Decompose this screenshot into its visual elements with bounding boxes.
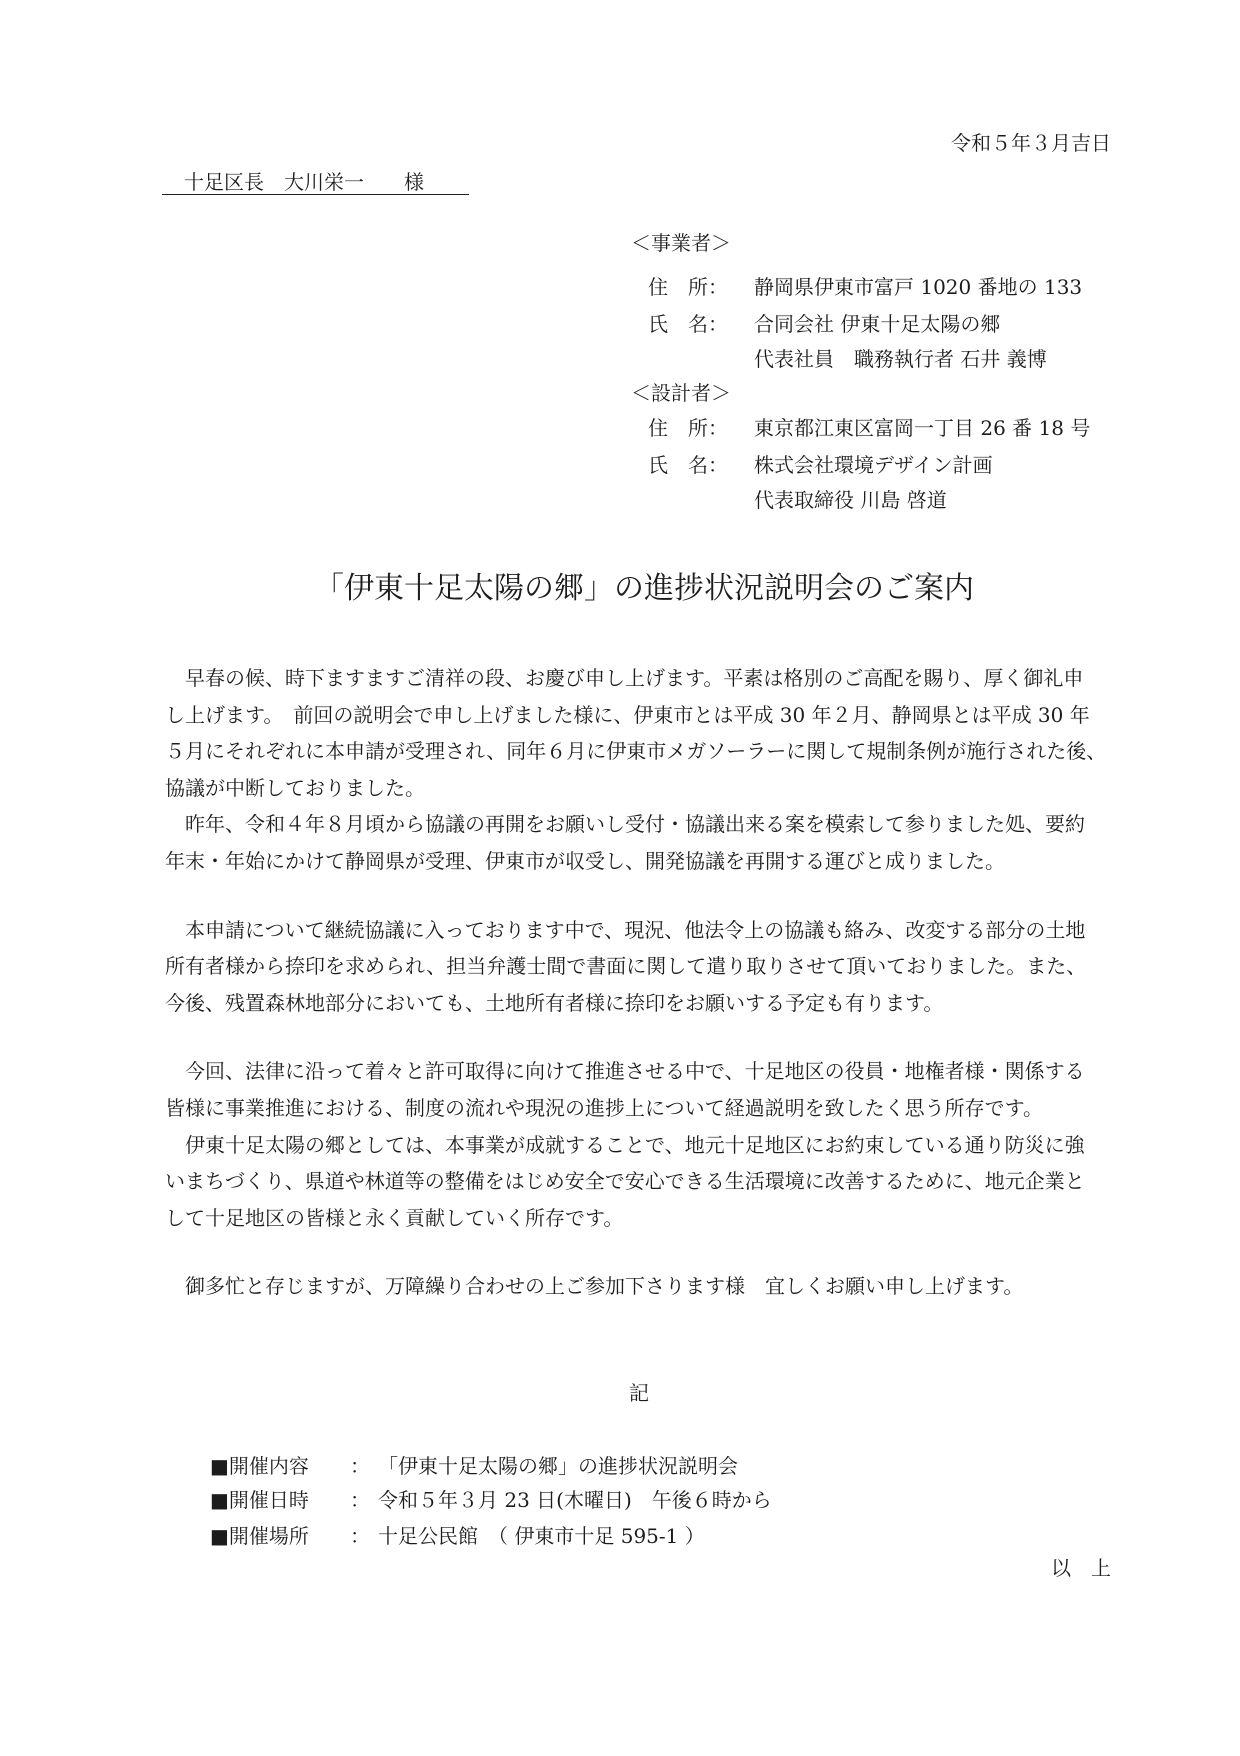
designer-heading: ＜設計者＞ [631, 381, 731, 405]
addressee: 十足区長 大川栄一 様 [162, 170, 469, 195]
body-line: 皆様に事業推進における、制度の流れや現況の進捗上について経過説明を致したく思う所存です。 [165, 1095, 1043, 1120]
body-line: 年末・年始にかけて静岡県が受理、伊東市が収受し、開発協議を再開する運びと成りました。 [165, 848, 1005, 873]
body-line: いまちづくり、県道や林道等の整備をはじめ安全で安心できる生活環境に改善するために、地元企業と [165, 1169, 1085, 1194]
body-line: 早春の候、時下ますますご清祥の段、お慶び申し上げます。平素は格別のご高配を賜り、厚く御礼申 [185, 666, 1084, 690]
designer-representative: 代表取締役 川島 啓道 [754, 488, 947, 512]
business-address: 静岡県伊東市富戸 1020 番地の 133 [754, 275, 1083, 299]
body-line: ５月にそれぞれに本申請が受理され、同年６月に伊東市メガソーラーに関して規制条例が施行された後、 [165, 739, 1107, 764]
body-line: 所有者様から捺印を求められ、担当弁護士間で書面に関して遣り取りさせて頂いておりました。また、 [165, 954, 1087, 979]
document-title: 「伊東十足太陽の郷」の進捗状況説明会のご案内 [314, 571, 974, 606]
detail-separator: ： [350, 1454, 370, 1478]
document-body [165, 660, 1111, 1305]
document-date: 令和５年３月吉日 [951, 131, 1111, 155]
body-line: 今回、法律に沿って着々と許可取得に向けて推進させる中で、十足地区の役員・地権者様・関係する [185, 1059, 1085, 1084]
designer-company: 株式会社環境デザイン計画 [754, 453, 993, 477]
body-line: 本申請について継続協議に入っております中で、現況、他法令上の協議も絡み、改変する部分の土地 [185, 917, 1086, 942]
body-line: し上げます。 前回の説明会で申し上げました様に、伊東市とは平成 30 年２月、静岡県とは平成 30 年 [165, 702, 1090, 727]
body-line: 伊東十足太陽の郷としては、本事業が成就することで、地元十足地区にお約束している通り防災に強 [185, 1132, 1085, 1157]
body-paragraph [165, 1268, 1111, 1305]
business-name-label: 氏 名： [648, 312, 728, 336]
body-line: 昨年、令和４年８月頃から協議の再開をお願いし受付・協議出来る案を模索して参りました処、要約 [185, 812, 1085, 837]
business-address-label: 住 所： [648, 275, 728, 299]
body-line: して十足地区の皆様と永く貢献していく所存です。 [165, 1205, 624, 1230]
detail-value-venue: 十足公民館 （ 伊東市十足 595-1 ） [378, 1524, 705, 1548]
body-paragraph [165, 912, 1111, 1022]
designer-address-label: 住 所： [648, 416, 728, 440]
detail-separator: ： [350, 1524, 370, 1548]
body-line: 御多忙と存じますが、万障繰り合わせの上ご参加下さります様 宜しくお願い申し上げます。 [185, 1274, 1024, 1299]
body-line: 今後、残置森林地部分においても、土地所有者様に捺印をお願いする予定も有ります。 [165, 990, 944, 1015]
detail-label-venue: ■開催場所 [210, 1524, 309, 1548]
detail-label-datetime: ■開催日時 [210, 1488, 309, 1512]
detail-value-content: 「伊東十足太陽の郷」の進捗状況説明会 [378, 1454, 738, 1478]
designer-name-label: 氏 名： [648, 453, 728, 477]
detail-value-datetime: 令和５年３月 23 日(木曜日) 午後６時から [378, 1488, 772, 1512]
detail-label-content: ■開催内容 [210, 1454, 309, 1478]
detail-separator: ： [350, 1488, 370, 1512]
body-line: 協議が中断しておりました。 [165, 775, 425, 800]
body-paragraph [165, 660, 1111, 880]
closing-mark: 以 上 [1051, 1556, 1111, 1580]
business-representative: 代表社員 職務執行者 石井 義博 [754, 347, 1047, 371]
business-operator-heading: ＜事業者＞ [631, 231, 731, 255]
business-company: 合同会社 伊東十足太陽の郷 [754, 312, 1001, 336]
designer-address: 東京都江東区富岡一丁目 26 番 18 号 [754, 416, 1091, 440]
notice-heading: 記 [629, 1381, 649, 1405]
body-paragraph [165, 1053, 1111, 1236]
